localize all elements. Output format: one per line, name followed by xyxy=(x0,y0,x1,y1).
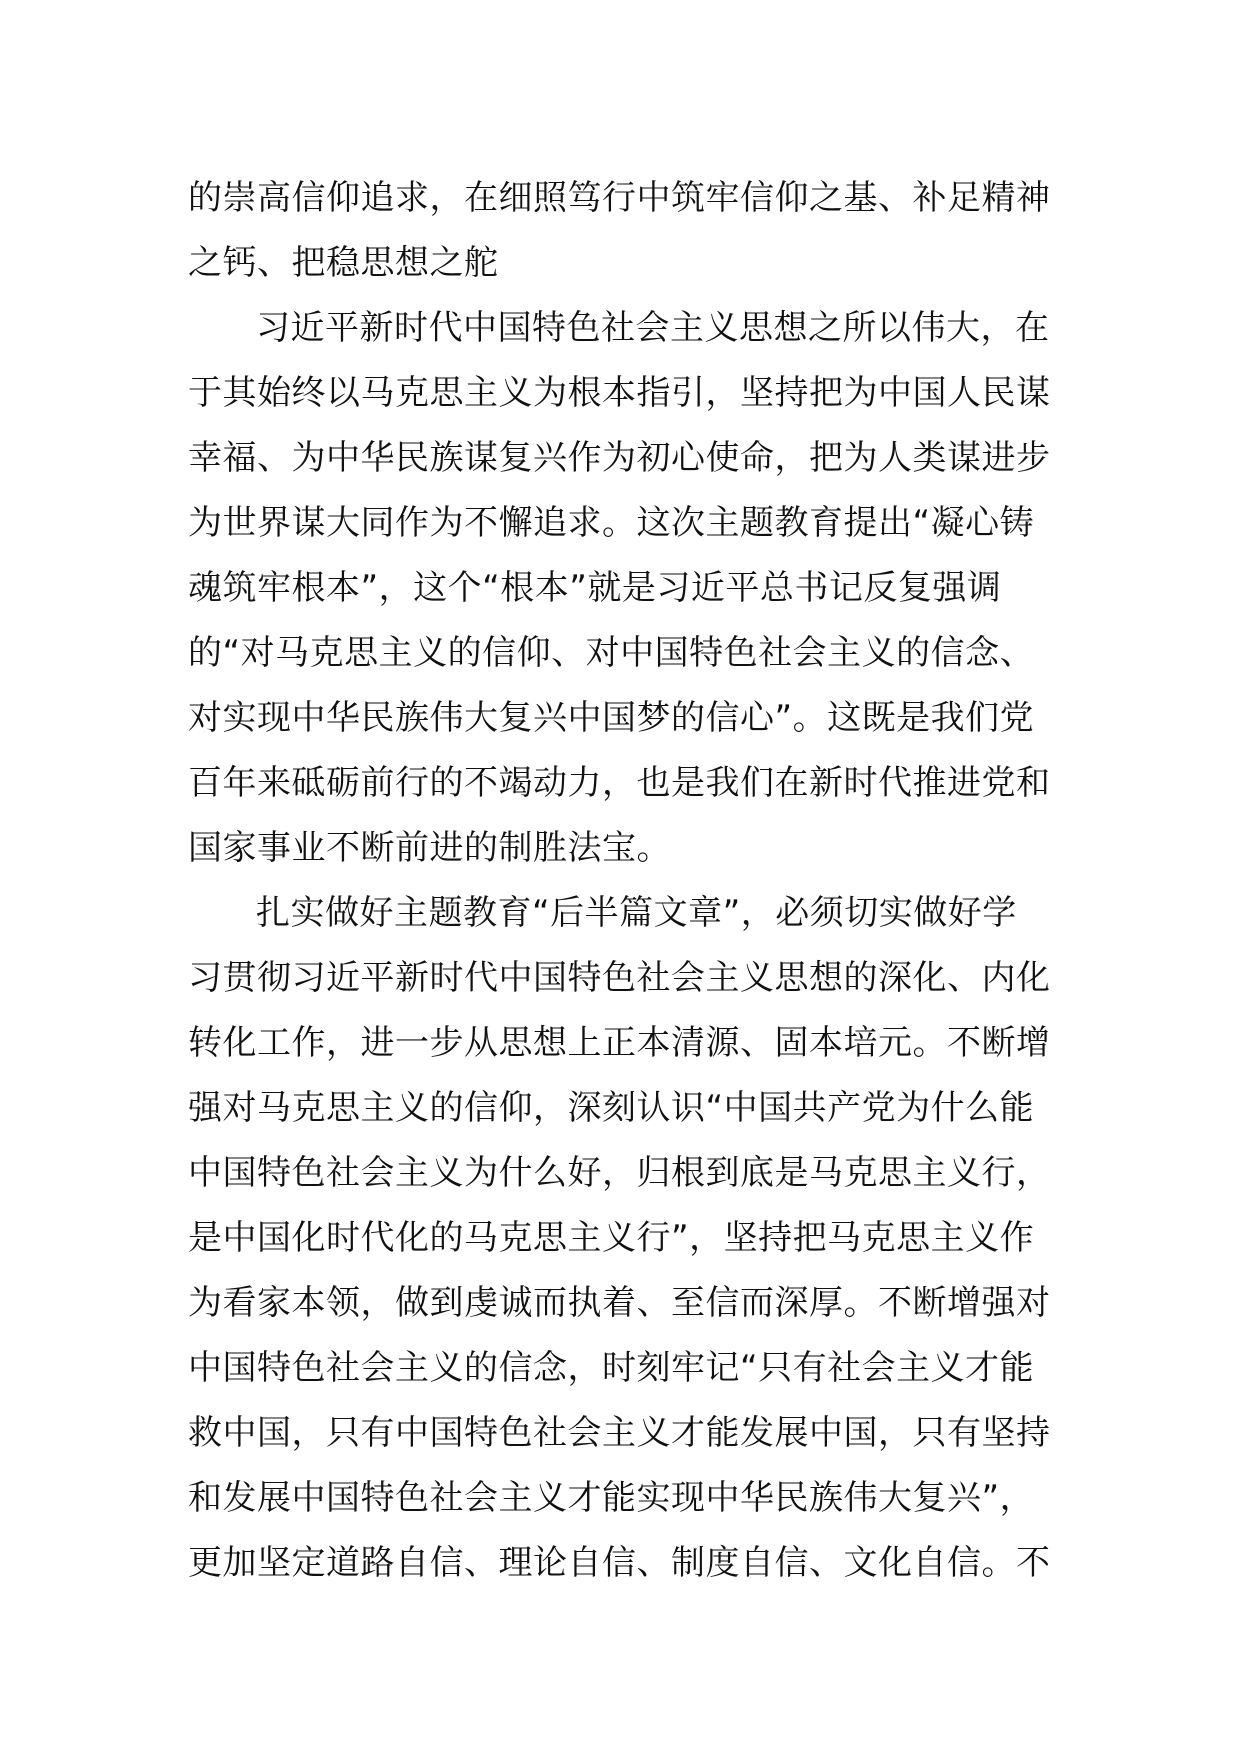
text-line: 国家事业不断前进的制胜法宝。 xyxy=(188,828,671,868)
paragraph-first-line: 扎实做好主题教育“后半篇文章”，必须切实做好学 xyxy=(256,893,1017,933)
text-line: 为世界谋大同作为不懈追求。这次主题教育提出“凝心铸 xyxy=(188,503,1035,543)
text-line: 幸福、为中华民族谋复兴作为初心使命，把为人类谋进步 xyxy=(188,438,1051,478)
text-line: 为看家本领，做到虔诚而执着、至信而深厚。不断增强对 xyxy=(188,1283,1051,1323)
text-line: 习贯彻习近平新时代中国特色社会主义思想的深化、内化 xyxy=(188,958,1051,998)
text-line: 的崇高信仰追求，在细照笃行中筑牢信仰之基、补足精神 xyxy=(188,178,1051,218)
text-line: 更加坚定道路自信、理论自信、制度自信、文化自信。不 xyxy=(188,1543,1051,1583)
text-line: 转化工作，进一步从思想上正本清源、固本培元。不断增 xyxy=(188,1023,1051,1063)
body-text xyxy=(188,166,1058,1596)
text-line: 之钙、把稳思想之舵 xyxy=(188,243,499,283)
text-line: 和发展中国特色社会主义才能实现中华民族伟大复兴”， xyxy=(188,1478,1035,1518)
text-line: 中国特色社会主义的信念，时刻牢记“只有社会主义才能 xyxy=(188,1348,1035,1388)
text-line: 强对马克思主义的信仰，深刻认识“中国共产党为什么能 xyxy=(188,1088,1035,1128)
text-line: 中国特色社会主义为什么好，归根到底是马克思主义行， xyxy=(188,1153,1051,1193)
text-line: 魂筑牢根本”，这个“根本”就是习近平总书记反复强调 xyxy=(188,568,1002,608)
text-line: 救中国，只有中国特色社会主义才能发展中国，只有坚持 xyxy=(188,1413,1051,1453)
text-line: 对实现中华民族伟大复兴中国梦的信心”。这既是我们党 xyxy=(188,698,1035,738)
paragraph-first-line: 习近平新时代中国特色社会主义思想之所以伟大，在 xyxy=(256,308,1050,348)
text-line: 百年来砥砺前行的不竭动力，也是我们在新时代推进党和 xyxy=(188,763,1051,803)
text-line: 是中国化时代化的马克思主义行”，坚持把马克思主义作 xyxy=(188,1218,1035,1258)
text-line: 于其始终以马克思主义为根本指引，坚持把为中国人民谋 xyxy=(188,373,1051,413)
text-line: 的“对马克思主义的信仰、对中国特色社会主义的信念、 xyxy=(188,633,1035,673)
